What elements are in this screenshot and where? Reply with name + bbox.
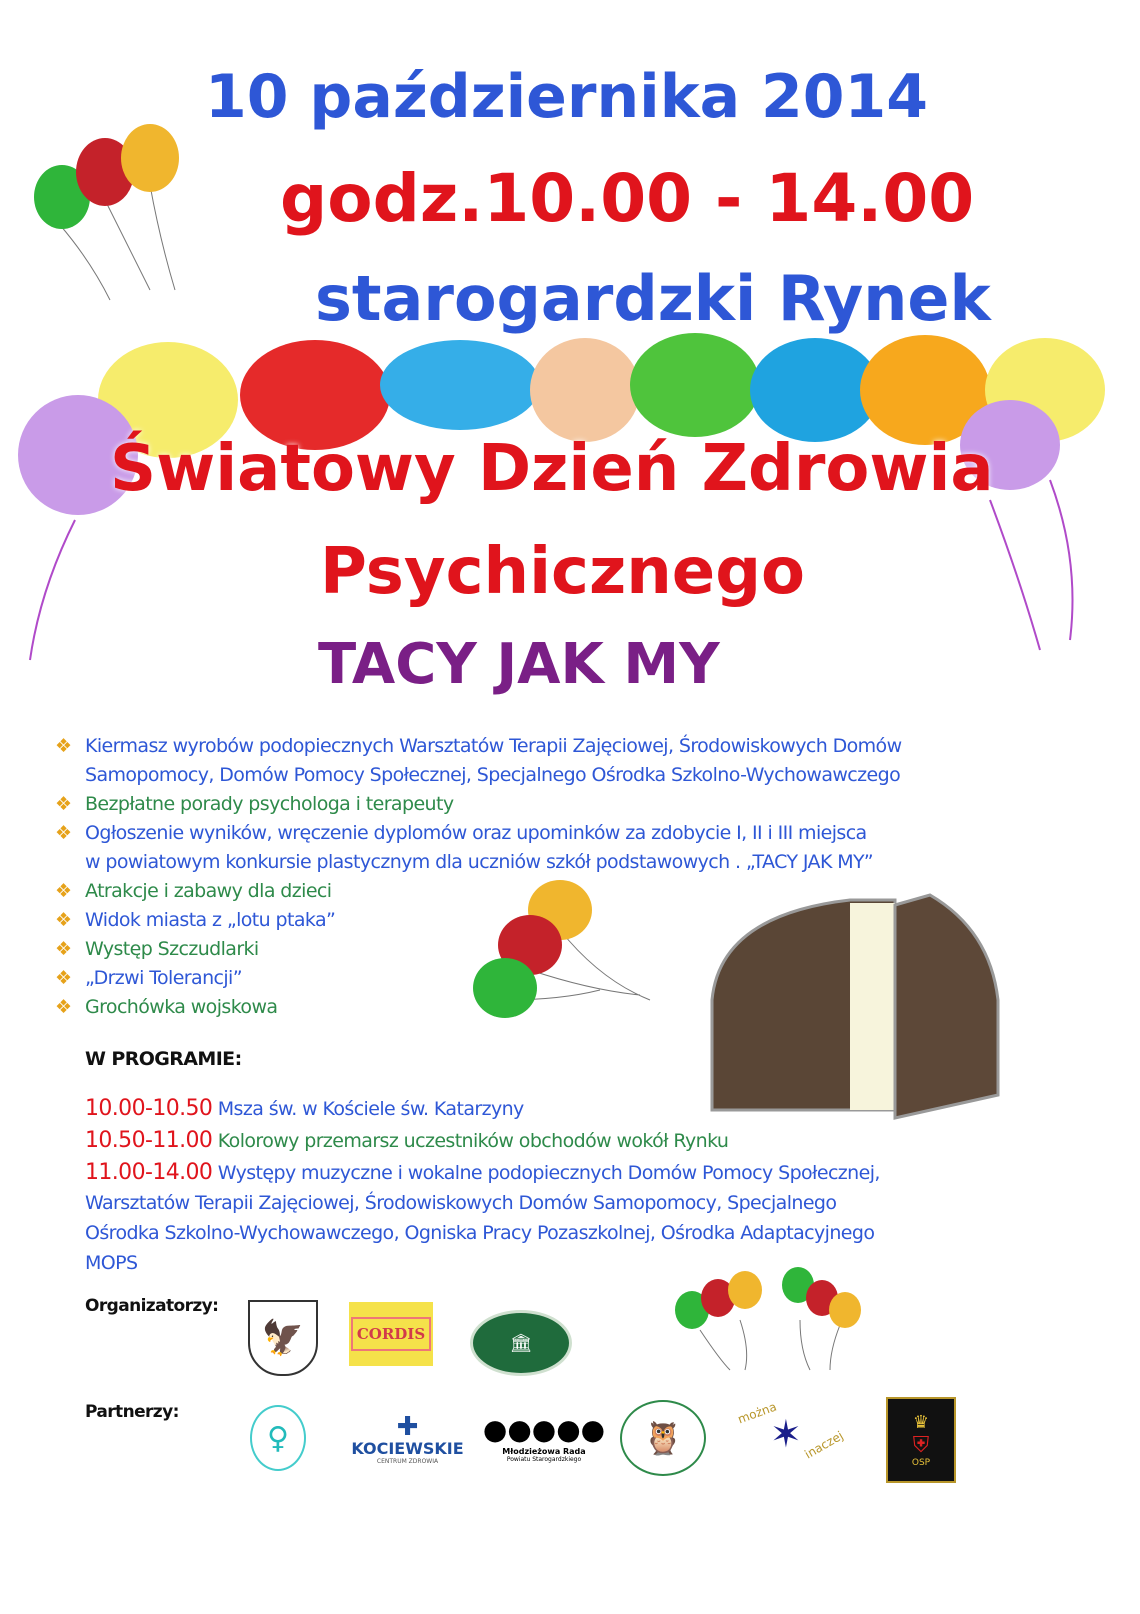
kociewskie-logo: ✚ KOCIEWSKIE CENTRUM ZDROWIA — [351, 1412, 464, 1465]
program-item — [85, 1096, 524, 1121]
event-title-line1: Światowy Dzień Zdrowia — [110, 432, 994, 506]
event-time: godz.10.00 - 14.00 — [280, 160, 975, 237]
program-time: 11.00-14.00 — [85, 1160, 213, 1185]
bullet-icon: ❖ — [55, 880, 73, 902]
program-cont: Ośrodka Szkolno-Wychowawczego, Ogniska Pracy Pozaszkolnej, Ośrodka Adaptacyjnego — [85, 1222, 875, 1244]
coat-of-arms-logo: 🦅 — [248, 1300, 318, 1376]
list-item: Występ Szczudlarki — [85, 938, 259, 960]
bullet-icon: ❖ — [55, 967, 73, 989]
bullet-icon: ❖ — [55, 909, 73, 931]
program-text: Występy muzyczne i wokalne podopiecznych Domów Pomocy Społecznej, — [217, 1162, 880, 1184]
star-icon: ✶ — [770, 1412, 802, 1456]
crown-icon: ♛ — [912, 1412, 930, 1433]
bullet-icon: ❖ — [55, 735, 73, 757]
bullet-icon: ❖ — [55, 793, 73, 815]
partner-logo-circle: ♀ — [250, 1405, 306, 1471]
cordis-logo: CORDIS — [349, 1302, 433, 1366]
organizers-label: Organizatorzy: — [85, 1296, 219, 1316]
list-item-cont: w powiatowym konkursie plastycznym dla uczniów szkół podstawowych . „TACY JAK MY” — [85, 851, 873, 873]
program-cont: Warsztatów Terapii Zajęciowej, Środowiskowych Domów Samopomocy, Specjalnego — [85, 1192, 837, 1214]
door-of-tolerance-image — [712, 895, 998, 1118]
program-item — [85, 1128, 728, 1153]
program-text: Msza św. w Kościele św. Katarzyny — [217, 1098, 524, 1120]
program-time: 10.50-11.00 — [85, 1128, 213, 1153]
mozna-inaczej-logo: można ✶ inaczej — [735, 1399, 846, 1462]
list-item-cont: Samopomocy, Domów Pomocy Społecznej, Specjalnego Ośrodka Szkolno-Wychowawczego — [85, 764, 901, 786]
balloon-cluster-middle — [473, 880, 650, 1018]
balloon-cluster-bottom — [675, 1267, 861, 1370]
event-title-line2: Psychicznego — [320, 535, 805, 609]
program-item — [85, 1160, 880, 1185]
people-icon: ●●●●● — [482, 1413, 606, 1446]
program-heading: W PROGRAMIE: — [85, 1048, 242, 1070]
osp-logo: ♛ ⛨ OSP — [886, 1397, 956, 1483]
partners-label: Partnerzy: — [85, 1402, 179, 1422]
shield-icon: ⛨ — [912, 1433, 930, 1458]
dps-logo: 🏛 — [470, 1310, 572, 1376]
program-cont: MOPS — [85, 1252, 138, 1274]
list-item: Ogłoszenie wyników, wręczenie dyplomów oraz upominków za zdobycie I, II i III miejsca — [85, 822, 867, 844]
cross-icon: ✚ — [396, 1412, 419, 1442]
list-item: Bezpłatne porady psychologa i terapeuty — [85, 793, 454, 815]
list-item: Widok miasta z „lotu ptaka” — [85, 909, 336, 931]
list-item: Atrakcje i zabawy dla dzieci — [85, 880, 332, 902]
list-item: „Drzwi Tolerancji” — [85, 967, 242, 989]
list-item: Kiermasz wyrobów podopiecznych Warsztatów Terapii Zajęciowej, Środowiskowych Domów — [85, 735, 902, 757]
event-place: starogardzki Rynek — [315, 262, 991, 335]
event-slogan: TACY JAK MY — [318, 632, 720, 697]
balloon-cluster-top-left — [34, 124, 179, 300]
list-item: Grochówka wojskowa — [85, 996, 278, 1018]
event-date: 10 października 2014 — [205, 62, 929, 132]
owl-school-logo: 🦉 — [620, 1400, 706, 1476]
bullet-icon: ❖ — [55, 996, 73, 1018]
program-text: Kolorowy przemarsz uczestników obchodów wokół Rynku — [217, 1130, 729, 1152]
bullet-icon: ❖ — [55, 938, 73, 960]
program-time: 10.00-10.50 — [85, 1096, 213, 1121]
bullet-icon: ❖ — [55, 822, 73, 844]
mlodziezowa-rada-logo: ●●●●● Młodzieżowa Rada Powiatu Starogardzkiego — [482, 1413, 606, 1463]
